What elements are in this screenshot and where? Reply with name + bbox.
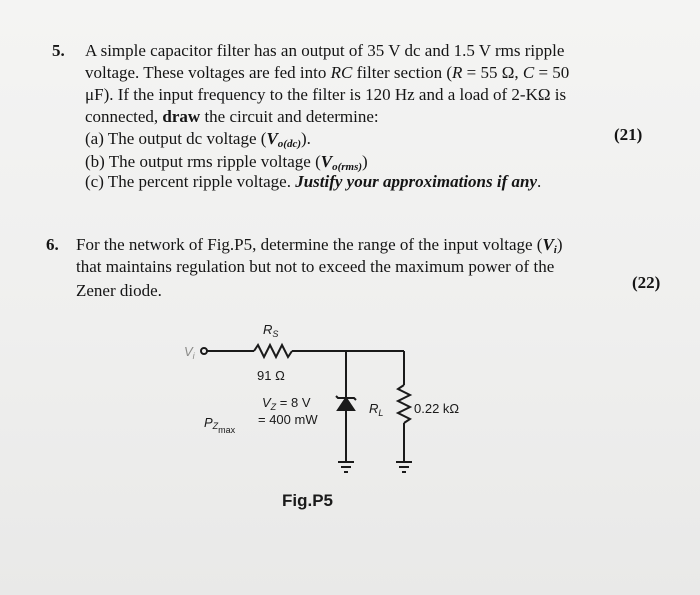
question-6-marks: (22)	[632, 273, 661, 292]
rl-label: $R_L$	[369, 401, 384, 418]
vz-label: $V_Z = 8$ V	[262, 395, 311, 412]
pzmax-label: $PZ_{max}$	[204, 415, 236, 435]
pz-value: = 400 mW	[258, 412, 318, 427]
rs-resistor	[254, 345, 292, 357]
question-6-number: 6.	[46, 235, 59, 254]
question-5-marks: (21)	[614, 125, 643, 144]
question-6-line-1: For the network of Fig.P5, determine the range of the input voltage $(V_i)$	[76, 235, 563, 256]
rs-value: 91 Ω	[257, 368, 285, 383]
question-5-part-a: (a) The output dc voltage $(V_{o(dc)})$.	[85, 129, 311, 150]
vi-label: $V_i$	[184, 344, 195, 361]
question-5-number: 5.	[52, 41, 65, 60]
figure-caption: Fig.P5	[282, 491, 334, 510]
rl-value: 0.22 kΩ	[414, 401, 460, 416]
input-terminal	[201, 348, 207, 354]
question-5-line-1: A simple capacitor filter has an output of 35 V dc and 1.5 V rms ripple	[85, 41, 565, 60]
question-5-line-4: connected, draw the circuit and determine:	[85, 107, 379, 126]
question-6-line-3: Zener diode.	[76, 281, 162, 300]
question-5-part-b: (b) The output rms ripple voltage $(V_{o(rms)})$	[85, 152, 368, 173]
zener-diode	[338, 398, 354, 410]
ground-symbol-zener	[338, 462, 354, 472]
ground-symbol-load	[396, 462, 412, 472]
question-5-line-3: μF). If the input frequency to the filter is 120 Hz and a load of 2-KΩ is	[85, 85, 567, 104]
rs-label: $R_S$	[263, 322, 279, 339]
question-5-line-2: voltage. These voltages are fed into RC filter section (R = 55 Ω, C = 50	[85, 63, 570, 82]
rl-resistor	[398, 385, 410, 423]
question-5-part-c: (c) The percent ripple voltage. Justify your approximations if any.	[85, 172, 542, 191]
question-6-line-2: that maintains regulation but not to exceed the maximum power of the	[76, 257, 555, 276]
